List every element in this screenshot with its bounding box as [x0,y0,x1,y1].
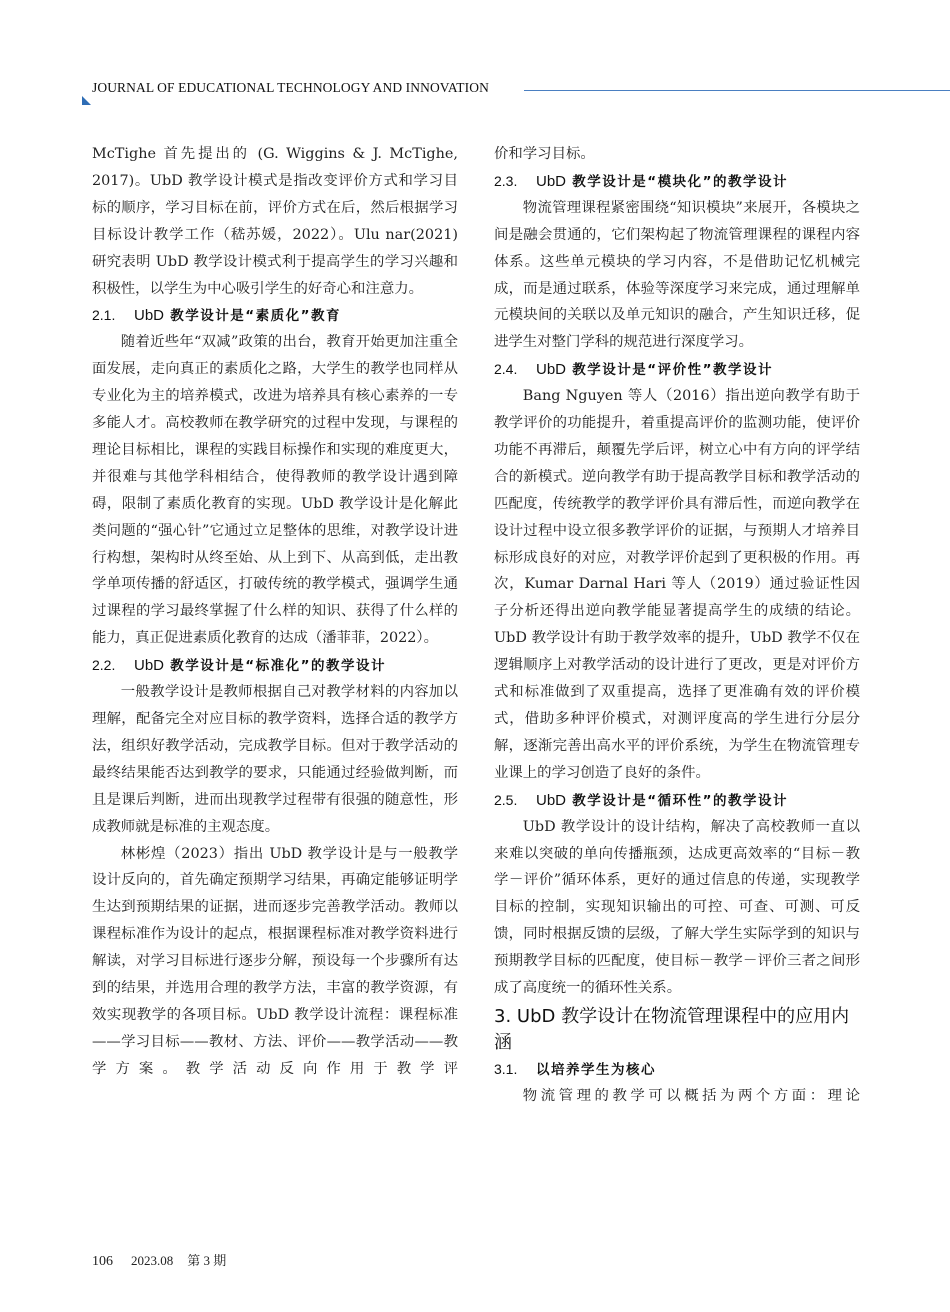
heading-text: 教学设计是“循环性”的教学设计 [566,792,788,809]
heading-text: 教学设计是“标准化”的教学设计 [164,658,386,675]
page-number: 106 [92,1254,113,1269]
heading-2-4 [494,356,860,383]
paragraph-2-2-b: 林彬煌（2023）指出 UbD 教学设计是与一般教学设计反向的，首先确定预期学习结果，再确定能够证明学生达到预期结果的证据，进而逐步完善教学活动。教师以课程标准作为设计的起点，根据课程标准对教学资料进行解读，对学习目标进行逐步分解，预设每一个步骤所有达到的结果，并选用合理的教学方法，丰富的教学资源，有效实现教学的各项目标。UbD 教学设计流程：课程标准——学习目标——教材、方法、评价——教学活动——教学方案。教学活动反向作用于教学评 [92,845,458,1077]
issue-date: 2023.08 [131,1253,174,1268]
section-number: 2.1. [92,307,116,324]
header-rule [524,90,950,91]
heading-2-5 [494,787,860,814]
right-column [494,141,860,1110]
heading-text: 以培养学生为核心 [536,1061,656,1078]
header-corner-marker [82,96,91,105]
paragraph-2-2-a: 一般教学设计是教师根据自己对教学材料的内容加以理解，配备完全对应目标的教学资料，选择合适的教学方法，组织好教学活动，完成教学目标。但对于教学活动的最终结果能否达到教学的要求，只能通过经验做判断，而且是课后判断，进而出现教学过程带有很强的随意性，形成教师就是标准的主观态度。 [92,684,458,835]
heading-3-1 [494,1056,860,1083]
heading-ubd: UbD [536,172,567,190]
paragraph-3-1: 物流管理的教学可以概括为两个方面：理论 [522,1087,860,1104]
heading-ubd: UbD [134,657,165,675]
left-column [92,141,458,1083]
paragraph-intro-continued: McTighe 首先提出的 (G. Wiggins & J. McTighe, 2017)。UbD 教学设计模式是指改变评价方式和学习目标的顺序，学习目标在前，评价方式在后，然后根据学习目标设计教学工作（嵇苏媛，2022）。Ulu nar(2021) 研究表明 UbD 教学设计模式利于提高学生的学习兴趣和积极性，以学生为中心吸引学生的好奇心和注意力。 [92,146,458,297]
heading-ubd: UbD [134,307,165,325]
page-footer [92,1250,226,1270]
heading-text: 教学设计是“评价性”教学设计 [566,362,773,379]
issue-number: 第 3 期 [187,1253,227,1268]
section-number: 2.3. [494,172,518,189]
section-number: 3.1. [494,1060,518,1077]
heading-text: 教学设计是“模块化”的教学设计 [566,173,788,190]
heading-ubd: UbD [536,361,567,379]
section-number: 2.2. [92,657,116,674]
paragraph-2-2-continued: 价和学习目标。 [494,146,595,162]
heading-2-1 [92,302,458,329]
section-number: 2.4. [494,361,518,378]
heading-2-3 [494,168,860,195]
heading-2-2 [92,652,458,679]
heading-3: 3. UbD 教学设计在物流管理课程中的应用内涵 [494,1005,850,1053]
paragraph-2-1: 随着近些年“双减”政策的出台，教育开始更加注重全面发展，走向真正的素质化之路，大学生的教学也同样从专业化为主的培养模式，改进为培养具有核心素养的一专多能人才。高校教师在教学研究的过程中发现，与课程的理论目标相比，课程的实践目标操作和实现的难度更大，并很难与其他学科相结合，使得教师的教学设计遇到障碍，限制了素质化教育的实现。UbD 教学设计是化解此类问题的“强心针”它通过立足整体的思维，对教学设计进行构想，架构时从终至始、从上到下、从高到低，走出教学单项传播的舒适区，打破传统的教学模式，强调学生通过课程的学习最终掌握了什么样的知识、获得了什么样的能力，真正促进素质化教育的达成（潘菲菲，2022）。 [92,334,458,647]
journal-title: JOURNAL OF EDUCATIONAL TECHNOLOGY AND INNOVATION [92,80,489,95]
paragraph-2-3: 物流管理课程紧密围绕“知识模块”来展开，各模块之间是融会贯通的，它们架构起了物流管理课程的课程内容体系。这些单元模块的学习内容，不是借助记忆机械完成，而是通过联系，体验等深度学习来完成，通过理解单元模块间的关联以及单元知识的融合，产生知识迁移，促进学生对整门学科的规范进行深度学习。 [494,199,860,351]
heading-text: 教学设计是“素质化”教育 [164,308,341,325]
section-number: 2.5. [494,791,518,808]
paragraph-2-5: UbD 教学设计的设计结构，解决了高校教师一直以来难以突破的单向传播瓶颈，达成更高效率的“目标－教学－评价”循环体系，更好的通过信息的传递，实现教学目标的控制，实现知识输出的可控、可查、可测、可反馈，同时根据反馈的层级，了解大学生实际学到的知识与预期教学目标的匹配度，使目标－教学－评价三者之间形成了高度统一的循环性关系。 [494,818,860,997]
paragraph-2-4: Bang Nguyen 等人（2016）指出逆向教学有助于教学评价的功能提升，着重提高评价的监测功能，使评价功能不再滞后，颠覆先学后评，树立心中有方向的评学结合的新模式。逆向教学有助于提高教学目标和教学活动的匹配度，传统教学的教学评价具有滞后性，而逆向教学在设计过程中设立很多教学评价的证据，与预期人才培养目标形成良好的对应，对教学评价起到了更积极的作用。再次，Kumar Darnal Hari 等人（2019）通过验证性因子分析还得出逆向教学能显著提高学生的成绩的结论。UbD 教学设计有助于教学效率的提升，UbD 教学不仅在逻辑顺序上对教学活动的设计进行了更改，更是对评价方式和标准做到了双重提高，选择了更准确有效的评价模式，借助多种评价模式，对测评度高的学生进行分层分解，逐渐完善出高水平的评价系统，为学生在物流管理专业课上的学习创造了良好的条件。 [494,388,860,781]
heading-ubd: UbD [536,791,567,809]
